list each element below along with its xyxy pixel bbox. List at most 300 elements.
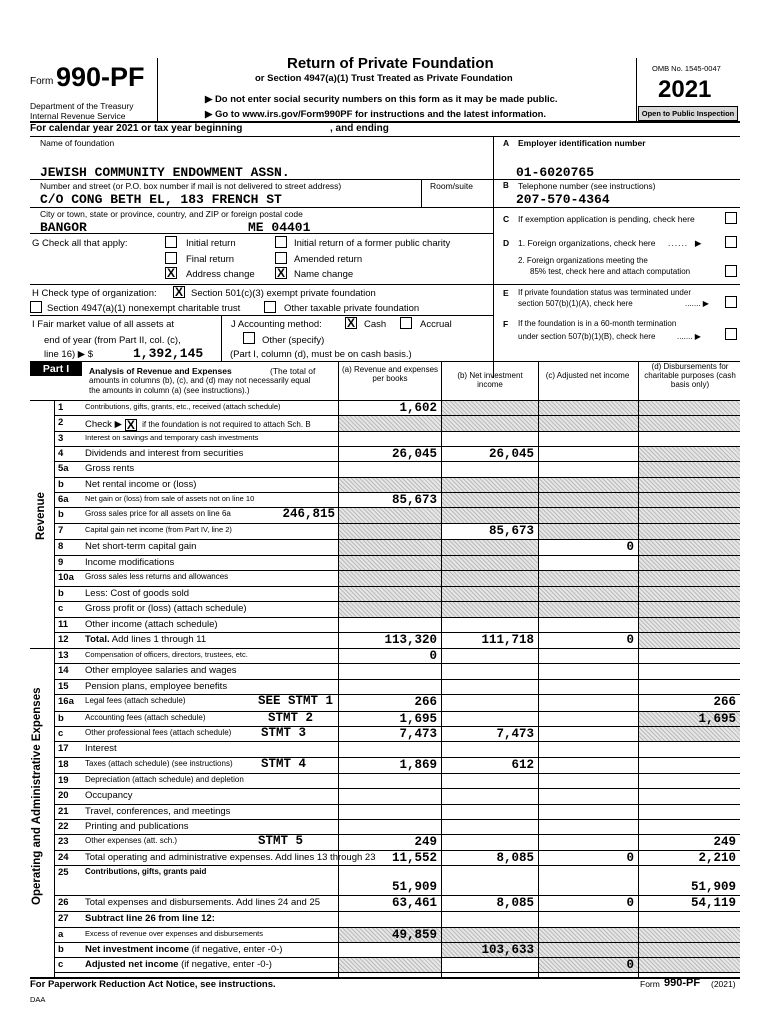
col-a-value: 63,461 xyxy=(391,896,437,910)
col-c-header: (c) Adjusted net income xyxy=(545,371,630,380)
state-zip: ME 04401 xyxy=(248,220,311,235)
other-taxable-label: Other taxable private foundation xyxy=(284,303,420,314)
line-number: b xyxy=(58,509,64,520)
shaded-cell xyxy=(639,633,740,648)
daa-mark: DAA xyxy=(30,995,46,1004)
statement-ref: STMT 3 xyxy=(261,726,307,740)
line-label xyxy=(85,479,196,490)
col-b-value: 8,085 xyxy=(496,851,534,865)
line-number: c xyxy=(58,603,64,614)
shaded-cell xyxy=(442,587,538,601)
d1-checkbox[interactable] xyxy=(725,236,737,248)
shaded-cell xyxy=(639,540,740,555)
col-a-value: 266 xyxy=(414,695,437,709)
d1-label: 1. Foreign organizations, check here xyxy=(518,238,656,248)
line-label-text: Pension plans, employee benefits xyxy=(85,681,228,692)
initial-return-checkbox[interactable] xyxy=(165,236,177,248)
accrual-checkbox[interactable] xyxy=(400,317,412,329)
line-label xyxy=(85,665,237,676)
e-letter: E xyxy=(503,288,509,298)
statement-ref: STMT 4 xyxy=(261,757,307,771)
f1-label: If the foundation is in a 60-month termination xyxy=(518,319,677,328)
shaded-cell xyxy=(639,508,740,523)
expenses-side-label: Operating and Administrative Expenses xyxy=(31,687,43,905)
shaded-cell xyxy=(639,958,740,972)
line-label-text: Travel, conferences, and meetings xyxy=(85,806,231,817)
shaded-cell xyxy=(639,928,740,942)
col-a-value: 0 xyxy=(429,649,437,663)
initial-return-label: Initial return xyxy=(186,238,236,249)
line-number: b xyxy=(58,479,64,490)
part-i-title: Analysis of Revenue and Expenses xyxy=(89,366,232,376)
sch-b-checkbox[interactable]: X xyxy=(126,418,135,432)
shaded-cell xyxy=(639,556,740,570)
line-label-text: Adjusted net income xyxy=(85,959,179,970)
line-label-text: Interest on savings and temporary cash investments xyxy=(85,433,259,442)
row-divider xyxy=(54,911,740,912)
shaded-cell xyxy=(539,524,638,539)
statement-ref: STMT 2 xyxy=(268,711,314,725)
other-method-label: Other (specify) xyxy=(262,335,325,346)
shaded-cell xyxy=(339,556,441,570)
501c3-label: Section 501(c)(3) exempt private foundation xyxy=(191,288,376,299)
col-a-value: 85,673 xyxy=(391,493,437,507)
col-d-value: 1,695 xyxy=(698,712,736,726)
paperwork-notice: For Paperwork Reduction Act Notice, see instructions. xyxy=(30,979,276,990)
line-label xyxy=(85,634,206,645)
line-label xyxy=(85,417,311,430)
shaded-cell xyxy=(339,571,441,586)
line-label-text: Contributions, gifts, grants paid xyxy=(85,867,207,876)
statement-ref: SEE STMT 1 xyxy=(258,694,334,708)
line-number: 2 xyxy=(58,417,64,428)
col-b-header: (b) Net investment income xyxy=(457,371,523,389)
col-d-value: 54,119 xyxy=(690,896,736,910)
line-label xyxy=(85,572,228,581)
line-number: 1 xyxy=(58,402,64,413)
line-label xyxy=(85,402,281,411)
shaded-cell xyxy=(442,928,538,942)
line-label-text: Other income (attach schedule) xyxy=(85,619,218,630)
line-label-text: Check ▶ xyxy=(85,419,122,430)
line-label xyxy=(85,775,244,784)
shaded-cell xyxy=(339,540,441,555)
i-label-2: end of year (from Part II, col. (c), xyxy=(44,335,181,346)
line-label-text: Interest xyxy=(85,743,117,754)
line-label xyxy=(85,588,189,599)
row-divider xyxy=(54,461,740,462)
shaded-cell xyxy=(339,478,441,492)
irs-url-note: ▶ Go to www.irs.gov/Form990PF for instructions and the latest information. xyxy=(205,109,547,120)
shaded-cell xyxy=(639,401,740,415)
shaded-cell xyxy=(442,416,538,431)
foundation-name: JEWISH COMMUNITY ENDOWMENT ASSN. xyxy=(40,165,290,180)
shaded-cell xyxy=(539,478,638,492)
col-a-value: 51,909 xyxy=(391,880,437,894)
g-label: G Check all that apply: xyxy=(32,238,128,249)
form-title: Return of Private Foundation xyxy=(287,55,494,72)
footer-year: (2021) xyxy=(711,979,736,989)
other-method-checkbox[interactable] xyxy=(243,332,255,344)
initial-former-label: Initial return of a former public charity xyxy=(294,238,451,249)
line-label-extra: if the foundation is not required to attach Sch. B xyxy=(139,420,311,429)
h-label: H Check type of organization: xyxy=(32,288,157,299)
line-label xyxy=(85,541,196,552)
shaded-cell xyxy=(539,401,638,415)
line-number: 8 xyxy=(58,541,64,552)
shaded-cell xyxy=(442,508,538,523)
phone-label: Telephone number (see instructions) xyxy=(518,181,656,191)
line-label xyxy=(85,821,189,832)
line-label-extra: (if negative, enter -0-) xyxy=(189,944,283,955)
line-number: 22 xyxy=(58,821,69,832)
line-number: 15 xyxy=(58,681,69,692)
line-label-text: Dividends and interest from securities xyxy=(85,448,244,459)
shaded-cell xyxy=(639,943,740,957)
line-number: c xyxy=(58,728,64,739)
line-label-extra: Add lines 1 through 11 xyxy=(109,634,207,645)
row-divider xyxy=(54,617,740,618)
ssn-note: ▶ Do not enter social security numbers on this form as it may be made public. xyxy=(205,94,558,105)
row-divider xyxy=(54,679,740,680)
line-number: 27 xyxy=(58,913,69,924)
cash-checkbox[interactable]: X xyxy=(346,316,355,330)
phone-value: 207-570-4364 xyxy=(516,192,610,207)
line-label xyxy=(85,696,186,705)
shaded-cell xyxy=(539,943,638,957)
open-to-public: Open to Public Inspection xyxy=(638,106,738,121)
shaded-cell xyxy=(339,524,441,539)
shaded-cell xyxy=(639,618,740,632)
part-i-label: Part I xyxy=(30,362,82,376)
line-label xyxy=(85,944,282,955)
i-label-1: I Fair market value of all assets at xyxy=(32,319,175,330)
line-number: 14 xyxy=(58,665,69,676)
line-number: 17 xyxy=(58,743,69,754)
statement-ref: STMT 5 xyxy=(258,834,304,848)
line-number: 9 xyxy=(58,557,64,568)
final-return-label: Final return xyxy=(186,254,235,265)
line-number: 23 xyxy=(58,836,69,847)
line-number: 13 xyxy=(58,650,69,661)
inline-value: 246,815 xyxy=(282,507,335,521)
line-label-text: Subtract line 26 from line 12: xyxy=(85,913,215,924)
irs: Internal Revenue Service xyxy=(30,111,126,121)
line-number: 12 xyxy=(58,634,69,645)
line-label-text: Depreciation (attach schedule) and depletion xyxy=(85,775,244,784)
col-d-value: 2,210 xyxy=(698,851,736,865)
line-label-text: Total expenses and disbursements. xyxy=(85,897,234,908)
col-a-value: 7,473 xyxy=(399,727,437,741)
d2-checkbox[interactable] xyxy=(725,265,737,277)
line-label-text: Printing and publications xyxy=(85,821,189,832)
line-number: 11 xyxy=(58,619,69,630)
omb-number: OMB No. 1545-0047 xyxy=(652,64,721,73)
row-divider xyxy=(54,819,740,820)
row-divider xyxy=(54,788,740,789)
line-label-text: Gross sales price for all assets on line 6a xyxy=(85,509,231,518)
name-change-label: Name change xyxy=(294,269,354,280)
row-divider xyxy=(54,972,740,973)
shaded-cell xyxy=(339,958,441,972)
i-label-3: line 16) ▶ $ xyxy=(44,349,94,360)
line-label xyxy=(85,603,247,614)
col-c-value: 0 xyxy=(626,958,634,972)
phone-letter: B xyxy=(503,181,509,190)
cash-label: Cash xyxy=(364,319,387,330)
shaded-cell xyxy=(442,571,538,586)
row-divider xyxy=(54,663,740,664)
line-number: b xyxy=(58,944,64,955)
line-number: 7 xyxy=(58,525,64,536)
shaded-cell xyxy=(339,587,441,601)
row-divider xyxy=(54,773,740,774)
line-label-text: Net investment income xyxy=(85,944,189,955)
street-label: Number and street (or P.O. box number if mail is not delivered to street address) xyxy=(40,181,342,191)
other-taxable-checkbox[interactable] xyxy=(264,301,276,313)
room-label: Room/suite xyxy=(430,181,473,191)
col-a-value: 49,859 xyxy=(391,928,437,942)
line-label-extra: Add lines 24 and 25 xyxy=(233,897,321,908)
line-label-text: Contributions, gifts, grants, etc., received (attach schedule) xyxy=(85,402,281,411)
line-number: 25 xyxy=(58,867,69,878)
line-label-text: Less: Cost of goods sold xyxy=(85,588,190,599)
line-label xyxy=(85,728,231,737)
4947-checkbox[interactable] xyxy=(30,301,42,313)
shaded-cell xyxy=(442,540,538,555)
shaded-cell xyxy=(442,556,538,570)
col-a-value: 113,320 xyxy=(384,633,437,647)
col-c-value: 0 xyxy=(626,851,634,865)
line-label xyxy=(85,913,215,924)
e2-label: section 507(b)(1)(A), check here xyxy=(518,299,633,308)
calendar-year-label: For calendar year 2021 or tax year beginning xyxy=(30,123,243,134)
shaded-cell xyxy=(539,587,638,601)
f2-label: under section 507(b)(1)(B), check here xyxy=(518,332,656,341)
line-label xyxy=(85,806,230,817)
cash-basis-note: (Part I, column (d), must be on cash basis.) xyxy=(230,349,412,360)
line-label-text: Capital gain net income (from Part IV, line 2) xyxy=(85,525,232,534)
c-checkbox[interactable] xyxy=(725,212,737,224)
line-label xyxy=(85,525,232,534)
line-label-text: Net rental income or (loss) xyxy=(85,479,197,490)
form-number: 990-PF xyxy=(56,62,145,92)
col-c-value: 0 xyxy=(626,896,634,910)
ein-value: 01-6020765 xyxy=(516,165,595,180)
col-a-value: 1,869 xyxy=(399,758,437,772)
row-divider xyxy=(54,431,740,432)
line-number: b xyxy=(58,713,64,724)
line-number: 21 xyxy=(58,806,69,817)
shaded-cell xyxy=(639,524,740,539)
shaded-cell xyxy=(639,447,740,461)
line-number: 19 xyxy=(58,775,69,786)
line-label-text: Gross profit or (loss) (attach schedule) xyxy=(85,603,247,614)
part-i-sub1: amounts in columns (b), (c), and (d) may not necessarily equal xyxy=(89,376,311,385)
shaded-cell xyxy=(539,416,638,431)
e-checkbox[interactable] xyxy=(725,296,737,308)
street-address: C/O CONG BETH EL, 183 FRENCH ST xyxy=(40,192,282,207)
col-a-value: 1,695 xyxy=(399,712,437,726)
col-d-header: (d) Disbursements for charitable purposes (cash basis only) xyxy=(644,362,736,389)
line-label xyxy=(85,743,117,754)
line-label xyxy=(85,897,320,908)
line-label xyxy=(85,713,206,722)
line-label xyxy=(85,836,177,845)
line-label-text: Compensation of officers, directors, trustees, etc. xyxy=(85,650,248,659)
shaded-cell xyxy=(442,478,538,492)
line-label xyxy=(85,867,206,876)
amended-return-checkbox[interactable] xyxy=(275,252,287,264)
shaded-cell xyxy=(539,571,638,586)
col-b-value: 26,045 xyxy=(488,447,534,461)
line-number: 6a xyxy=(58,494,69,505)
foundation-name-label: Name of foundation xyxy=(40,138,115,148)
address-change-checkbox[interactable]: X xyxy=(166,266,175,280)
revenue-side-label: Revenue xyxy=(35,492,47,540)
shaded-cell xyxy=(639,478,740,492)
line-number: 10a xyxy=(58,572,74,583)
amended-return-label: Amended return xyxy=(294,254,363,265)
line-label-text: Other employee salaries and wages xyxy=(85,665,237,676)
shaded-cell xyxy=(442,493,538,507)
shaded-cell xyxy=(639,416,740,431)
dept-treasury: Department of the Treasury xyxy=(30,101,134,111)
line-label xyxy=(85,929,263,938)
city-label: City or town, state or province, country, and ZIP or foreign postal code xyxy=(40,209,303,219)
line-number: 20 xyxy=(58,790,69,801)
calendar-ending-label: , and ending xyxy=(330,123,389,134)
address-change-label: Address change xyxy=(186,269,255,280)
part-i-title-rest: (The total of xyxy=(270,366,316,376)
j-label: J Accounting method: xyxy=(231,319,322,330)
line-label xyxy=(85,852,375,863)
line-label xyxy=(85,433,258,442)
form-subtitle: or Section 4947(a)(1) Trust Treated as Private Foundation xyxy=(255,73,513,84)
line-label xyxy=(85,681,227,692)
ein-letter: A xyxy=(503,138,510,148)
col-b-value: 8,085 xyxy=(496,896,534,910)
line-label-text: Net gain or (loss) from sale of assets not on line 10 xyxy=(85,494,255,503)
line-label-text: Gross rents xyxy=(85,463,135,474)
line-number: b xyxy=(58,588,64,599)
shaded-cell xyxy=(539,508,638,523)
name-change-checkbox[interactable]: X xyxy=(276,266,285,280)
col-a-header: (a) Revenue and expenses per books xyxy=(341,365,439,383)
initial-former-checkbox[interactable] xyxy=(275,236,287,248)
line-number: 18 xyxy=(58,759,69,770)
col-d-value: 249 xyxy=(713,835,736,849)
shaded-cell xyxy=(539,928,638,942)
line-label xyxy=(85,557,174,568)
col-b-value: 85,673 xyxy=(488,524,534,538)
col-a-value: 249 xyxy=(414,835,437,849)
shaded-cell xyxy=(639,493,740,507)
line-label xyxy=(85,448,243,459)
line-number: 16a xyxy=(58,696,74,707)
accrual-label: Accrual xyxy=(420,319,452,330)
col-a-value: 26,045 xyxy=(391,447,437,461)
shaded-cell xyxy=(639,587,740,601)
line-label-text: Other expenses (att. sch.) xyxy=(85,836,178,845)
line-label xyxy=(85,959,272,970)
shaded-cell xyxy=(339,416,441,431)
line-label xyxy=(85,759,233,768)
line-label xyxy=(85,509,231,518)
shaded-cell xyxy=(442,401,538,415)
col-a-value: 1,602 xyxy=(399,401,437,415)
col-d-value: 266 xyxy=(713,695,736,709)
f-checkbox[interactable] xyxy=(725,328,737,340)
c-label: If exemption application is pending, check here xyxy=(518,214,695,224)
col-c-value: 0 xyxy=(626,633,634,647)
line-label-extra: (if negative, enter -0-) xyxy=(178,959,272,970)
line-number: c xyxy=(58,959,64,970)
shaded-cell xyxy=(639,571,740,586)
line-label xyxy=(85,650,248,659)
d2-label-2: 85% test, check here and attach computation xyxy=(530,267,691,276)
shaded-cell xyxy=(339,602,441,617)
shaded-cell xyxy=(639,462,740,477)
col-c-value: 0 xyxy=(626,540,634,554)
line-number: 4 xyxy=(58,448,64,459)
line-label-text: Income modifications xyxy=(85,557,175,568)
line-label-text: Legal fees (attach schedule) xyxy=(85,696,186,705)
row-divider xyxy=(54,741,740,742)
line-label-text: Accounting fees (attach schedule) xyxy=(85,713,206,722)
line-label-text: Taxes (attach schedule) (see instructions) xyxy=(85,759,233,768)
row-divider xyxy=(54,865,740,866)
form-word: Form xyxy=(30,76,54,87)
footer-form-number: 990-PF xyxy=(664,977,701,989)
ein-label: Employer identification number xyxy=(518,138,646,148)
col-a-value: 11,552 xyxy=(391,851,437,865)
line-number: 5a xyxy=(58,463,69,474)
d2-label-1: 2. Foreign organizations meeting the xyxy=(518,256,648,265)
f-letter: F xyxy=(503,319,509,329)
shaded-cell xyxy=(442,602,538,617)
line-label-text: Other professional fees (attach schedule) xyxy=(85,728,232,737)
line-label-text: Net short-term capital gain xyxy=(85,541,197,552)
line-number: 24 xyxy=(58,852,69,863)
final-return-checkbox[interactable] xyxy=(165,252,177,264)
shaded-cell xyxy=(339,508,441,523)
shaded-cell xyxy=(639,727,740,741)
line-number: a xyxy=(58,929,64,940)
line-label xyxy=(85,619,218,630)
part-i-sub2: the amounts in column (a) (see instructions).) xyxy=(89,386,250,395)
fair-market-value: 1,392,145 xyxy=(133,346,204,361)
line-label-extra: Add lines 13 through 23 xyxy=(273,852,376,863)
line-number: 26 xyxy=(58,897,69,908)
col-b-value: 7,473 xyxy=(496,727,534,741)
shaded-cell xyxy=(539,493,638,507)
shaded-cell xyxy=(639,602,740,617)
tax-year: 2021 xyxy=(658,76,712,103)
city: BANGOR xyxy=(40,220,87,235)
line-label xyxy=(85,494,254,503)
line-label-text: Excess of revenue over expenses and disbursements xyxy=(85,929,264,938)
col-b-value: 612 xyxy=(511,758,534,772)
c-letter: C xyxy=(503,214,510,224)
line-label xyxy=(85,790,133,801)
d-letter: D xyxy=(503,238,510,248)
501c3-checkbox[interactable]: X xyxy=(174,285,183,299)
col-d-value: 51,909 xyxy=(690,880,736,894)
shaded-cell xyxy=(539,602,638,617)
line-number: 3 xyxy=(58,433,64,444)
line-label-text: Total operating and administrative expenses. xyxy=(85,852,274,863)
